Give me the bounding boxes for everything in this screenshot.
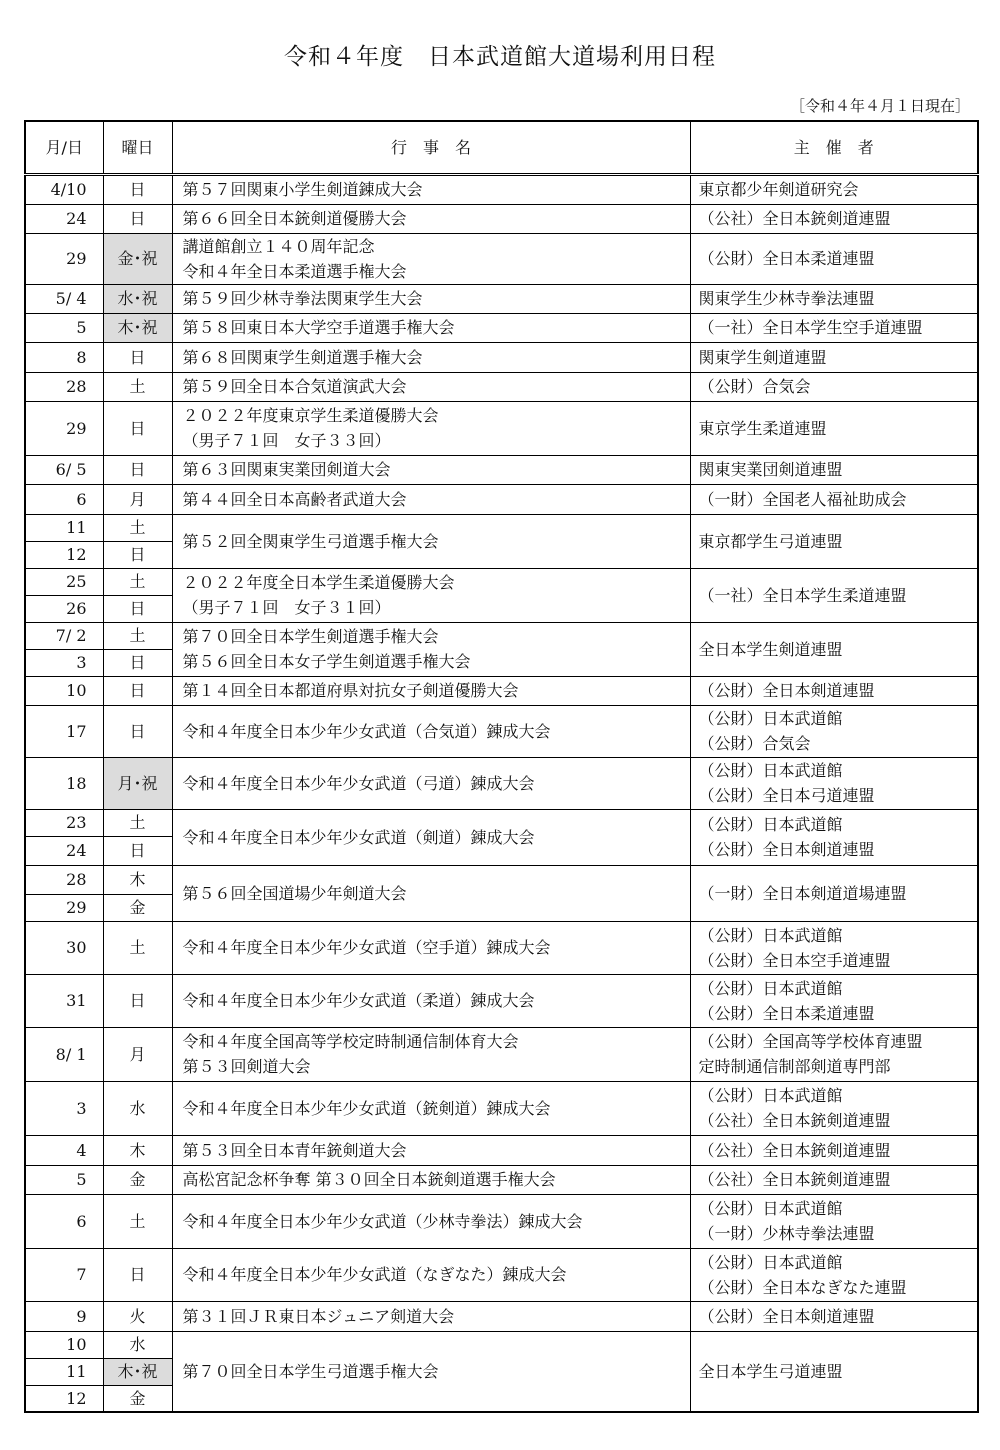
event-name-line: 第７０回全日本学生弓道選手権大会 <box>182 1361 439 1381</box>
organizer-cell <box>690 865 978 921</box>
event-name-line: 第７０回全日本学生剣道選手権大会 <box>182 627 439 646</box>
event-name-line: 令和４年全日本柔道選手権大会 <box>182 261 407 281</box>
weekday-cell: 木･祝 <box>103 1358 172 1385</box>
organizer-line: （公財）合気会 <box>698 377 811 396</box>
organizer-line: （一財）少林寺拳法連盟 <box>698 1224 875 1243</box>
event-name-cell <box>172 313 690 342</box>
event-name-line: 令和４年度全日本少年少女武道（剣道）錬成大会 <box>182 827 535 847</box>
header-row <box>25 121 978 174</box>
event-name-cell <box>172 1027 690 1081</box>
date-cell: 11 <box>25 514 103 541</box>
table-row <box>25 342 978 372</box>
table-row <box>25 284 978 313</box>
event-name-cell <box>172 705 690 757</box>
weekday-cell: 水 <box>103 1331 172 1358</box>
organizer-cell <box>690 1194 978 1248</box>
header-date: 月/日 <box>25 121 103 174</box>
organizer-cell <box>690 622 978 676</box>
weekday-cell: 土 <box>103 1194 172 1248</box>
table-row <box>25 1194 978 1248</box>
date-cell: 4 <box>25 1135 103 1165</box>
date-cell: 24 <box>25 836 103 865</box>
organizer-line: （一社）全日本学生空手道連盟 <box>698 318 923 337</box>
weekday-cell: 日 <box>103 705 172 757</box>
event-name-line: 令和４年度全日本少年少女武道（銃剣道）錬成大会 <box>182 1098 551 1118</box>
weekday-cell: 金 <box>103 894 172 921</box>
organizer-cell <box>690 455 978 484</box>
event-name-line: 令和４年度全日本少年少女武道（合気道）錬成大会 <box>182 721 551 741</box>
weekday-cell: 火 <box>103 1301 172 1331</box>
weekday-cell: 日 <box>103 204 172 233</box>
weekday-cell: 日 <box>103 455 172 484</box>
organizer-line: （公社）全日本銃剣道連盟 <box>698 1170 891 1189</box>
event-name-cell <box>172 974 690 1027</box>
weekday-cell: 土 <box>103 372 172 401</box>
header-organizer: 主 催 者 <box>690 121 978 174</box>
date-cell: 6 <box>25 1194 103 1248</box>
table-row <box>25 676 978 705</box>
organizer-line: （公財）日本武道館 <box>698 1086 843 1105</box>
event-name-line: （男子７１回 女子３１回） <box>182 598 391 617</box>
event-name-line: 講道館創立１４０周年記念 <box>182 236 375 256</box>
date-cell: 31 <box>25 974 103 1027</box>
organizer-cell <box>690 1027 978 1081</box>
organizer-line: 東京都少年剣道研究会 <box>698 180 859 199</box>
date-cell: 30 <box>25 921 103 974</box>
organizer-line: （公社）全日本銃剣道連盟 <box>698 209 891 228</box>
event-name-line: 第６６回全日本銃剣道優勝大会 <box>182 209 407 228</box>
date-cell: 10 <box>25 676 103 705</box>
event-name-cell <box>172 233 690 284</box>
organizer-cell <box>690 1165 978 1194</box>
table-row <box>25 568 978 595</box>
event-name-cell <box>172 342 690 372</box>
organizer-line: （公財）日本武道館 <box>698 815 843 834</box>
table-row <box>25 974 978 1027</box>
event-name-cell <box>172 921 690 974</box>
table-row <box>25 1165 978 1194</box>
organizer-line: 全日本学生弓道連盟 <box>698 1361 843 1381</box>
weekday-cell: 金･祝 <box>103 233 172 284</box>
table-row <box>25 313 978 342</box>
organizer-line: （公財）日本武道館 <box>698 1252 843 1272</box>
event-name-line: 第５７回関東小学生剣道錬成大会 <box>182 180 423 199</box>
table-row <box>25 455 978 484</box>
table-row <box>25 757 978 809</box>
organizer-line: 定時制通信制部剣道専門部 <box>698 1057 891 1076</box>
weekday-cell: 日 <box>103 836 172 865</box>
organizer-cell <box>690 705 978 757</box>
event-name-cell <box>172 1165 690 1194</box>
weekday-cell: 金 <box>103 1165 172 1194</box>
event-name-cell <box>172 1331 690 1412</box>
organizer-line: （公財）全日本柔道連盟 <box>698 249 875 268</box>
event-name-line: 令和４年度全日本少年少女武道（少林寺拳法）錬成大会 <box>182 1211 583 1231</box>
date-cell: 6 <box>25 484 103 514</box>
event-name-line: 第３１回ＪＲ東日本ジュニア剣道大会 <box>182 1306 455 1326</box>
event-name-cell <box>172 204 690 233</box>
date-cell: 9 <box>25 1301 103 1331</box>
organizer-cell <box>690 809 978 865</box>
weekday-cell: 日 <box>103 595 172 622</box>
event-name-cell <box>172 1194 690 1248</box>
date-cell: 28 <box>25 865 103 894</box>
event-name-cell <box>172 809 690 865</box>
weekday-cell: 水 <box>103 1081 172 1135</box>
page-title: 令和４年度 日本武道館大道場利用日程 <box>284 44 716 70</box>
organizer-line: （公財）全日本なぎなた連盟 <box>698 1277 907 1297</box>
organizer-line: （一財）全日本剣道道場連盟 <box>698 883 907 903</box>
weekday-cell: 土 <box>103 568 172 595</box>
event-name-line: 令和４年度全日本少年少女武道（弓道）錬成大会 <box>182 773 535 793</box>
organizer-line: （公財）日本武道館 <box>698 709 843 728</box>
event-name-cell <box>172 484 690 514</box>
date-cell: 3 <box>25 649 103 676</box>
as-of-date: ［令和４年４月１日現在］ <box>789 97 970 115</box>
organizer-cell <box>690 1135 978 1165</box>
table-row <box>25 1027 978 1081</box>
organizer-cell <box>690 1081 978 1135</box>
organizer-line: （一財）全国老人福祉助成会 <box>698 489 907 509</box>
date-cell: 11 <box>25 1358 103 1385</box>
header-event: 行 事 名 <box>172 121 690 174</box>
event-name-line: 第５２回全関東学生弓道選手権大会 <box>182 531 439 551</box>
table-row <box>25 514 978 541</box>
date-cell: 28 <box>25 372 103 401</box>
table-row <box>25 233 978 284</box>
date-cell: 8 <box>25 342 103 372</box>
event-name-line: 第５８回東日本大学空手道選手権大会 <box>182 318 455 337</box>
organizer-line: （公財）全日本剣道連盟 <box>698 1306 875 1326</box>
weekday-cell: 土 <box>103 514 172 541</box>
organizer-cell <box>690 974 978 1027</box>
event-name-cell <box>172 372 690 401</box>
weekday-cell: 金 <box>103 1385 172 1412</box>
date-cell: 10 <box>25 1331 103 1358</box>
event-name-line: 令和４年度全国高等学校定時制通信制体育大会 <box>182 1032 519 1051</box>
event-name-line: 第４４回全日本高齢者武道大会 <box>182 489 407 509</box>
date-cell: 7/ 2 <box>25 622 103 649</box>
table-row <box>25 1135 978 1165</box>
table-row <box>25 809 978 836</box>
weekday-cell: 日 <box>103 974 172 1027</box>
schedule-table <box>24 120 979 1413</box>
date-cell: 26 <box>25 595 103 622</box>
event-name-cell <box>172 757 690 809</box>
organizer-line: （公財）合気会 <box>698 734 811 753</box>
date-cell: 12 <box>25 541 103 568</box>
weekday-cell: 木 <box>103 1135 172 1165</box>
weekday-cell: 土 <box>103 921 172 974</box>
organizer-cell <box>690 1248 978 1301</box>
table-row <box>25 1301 978 1331</box>
header-day: 曜日 <box>103 121 172 174</box>
organizer-line: （公社）全日本銃剣道連盟 <box>698 1140 891 1160</box>
organizer-cell <box>690 1301 978 1331</box>
weekday-cell: 日 <box>103 676 172 705</box>
event-name-line: 第５９回全日本合気道演武大会 <box>182 377 407 396</box>
organizer-line: （公財）日本武道館 <box>698 1199 843 1218</box>
organizer-cell <box>690 401 978 455</box>
event-name-cell <box>172 514 690 568</box>
weekday-cell: 木･祝 <box>103 313 172 342</box>
weekday-cell: 月 <box>103 484 172 514</box>
date-cell: 6/ 5 <box>25 455 103 484</box>
weekday-cell: 木 <box>103 865 172 894</box>
weekday-cell: 日 <box>103 649 172 676</box>
event-name-cell <box>172 1135 690 1165</box>
date-cell: 25 <box>25 568 103 595</box>
date-cell: 5 <box>25 1165 103 1194</box>
event-name-line: ２０２２年度東京学生柔道優勝大会 <box>182 406 439 425</box>
organizer-cell <box>690 1331 978 1412</box>
organizer-line: （一社）全日本学生柔道連盟 <box>698 585 907 605</box>
date-cell: 29 <box>25 894 103 921</box>
table-row <box>25 921 978 974</box>
organizer-cell <box>690 757 978 809</box>
date-cell: 3 <box>25 1081 103 1135</box>
table-row <box>25 622 978 649</box>
event-name-line: 第１４回全日本都道府県対抗女子剣道優勝大会 <box>182 681 519 700</box>
organizer-cell <box>690 372 978 401</box>
organizer-cell <box>690 676 978 705</box>
weekday-cell: 日 <box>103 401 172 455</box>
event-name-line: 令和４年度全日本少年少女武道（空手道）錬成大会 <box>182 938 551 957</box>
organizer-line: （公財）日本武道館 <box>698 761 843 780</box>
weekday-cell: 月･祝 <box>103 757 172 809</box>
event-name-line: 第６３回関東実業団剣道大会 <box>182 460 391 479</box>
date-cell: 24 <box>25 204 103 233</box>
event-name-line: 令和４年度全日本少年少女武道（なぎなた）錬成大会 <box>182 1265 567 1284</box>
table-row <box>25 1081 978 1135</box>
event-name-line: （男子７１回 女子３３回） <box>182 431 391 450</box>
table-row <box>25 1248 978 1301</box>
event-name-cell <box>172 568 690 622</box>
event-name-line: ２０２２年度全日本学生柔道優勝大会 <box>182 573 455 592</box>
event-name-line: 第５３回全日本青年銃剣道大会 <box>182 1140 407 1160</box>
event-name-line: 第５６回全国道場少年剣道大会 <box>182 883 407 903</box>
organizer-line: 関東学生剣道連盟 <box>698 347 827 367</box>
table-row <box>25 705 978 757</box>
table-row <box>25 372 978 401</box>
organizer-line: 関東実業団剣道連盟 <box>698 460 843 479</box>
weekday-cell: 日 <box>103 1248 172 1301</box>
organizer-line: 全日本学生剣道連盟 <box>698 639 843 659</box>
organizer-cell <box>690 233 978 284</box>
organizer-line: （公財）全国高等学校体育連盟 <box>698 1032 923 1051</box>
event-name-cell <box>172 401 690 455</box>
date-cell: 23 <box>25 809 103 836</box>
table-row <box>25 1331 978 1358</box>
date-cell: 7 <box>25 1248 103 1301</box>
organizer-line: （公財）全日本空手道連盟 <box>698 950 891 970</box>
organizer-line: （公財）全日本弓道連盟 <box>698 786 875 805</box>
event-name-line: 第５９回少林寺拳法関東学生大会 <box>182 289 423 308</box>
organizer-cell <box>690 568 978 622</box>
event-name-line: 第５３回剣道大会 <box>182 1057 311 1076</box>
event-name-cell <box>172 865 690 921</box>
organizer-line: （公財）全日本剣道連盟 <box>698 840 875 859</box>
date-cell: 29 <box>25 233 103 284</box>
event-name-cell <box>172 455 690 484</box>
date-cell: 5 <box>25 313 103 342</box>
weekday-cell: 土 <box>103 622 172 649</box>
schedule-body <box>25 174 978 1412</box>
date-cell: 17 <box>25 705 103 757</box>
weekday-cell: 日 <box>103 541 172 568</box>
weekday-cell: 月 <box>103 1027 172 1081</box>
weekday-cell: 水･祝 <box>103 284 172 313</box>
date-cell: 29 <box>25 401 103 455</box>
table-row <box>25 865 978 894</box>
organizer-cell <box>690 204 978 233</box>
table-row <box>25 484 978 514</box>
organizer-line: 東京学生柔道連盟 <box>698 418 827 438</box>
table-row <box>25 401 978 455</box>
date-cell: 4/10 <box>25 174 103 204</box>
date-cell: 5/ 4 <box>25 284 103 313</box>
event-name-cell <box>172 1248 690 1301</box>
organizer-cell <box>690 284 978 313</box>
event-name-line: 高松宮記念杯争奪 第３０回全日本銃剣道選手権大会 <box>182 1170 556 1189</box>
table-row <box>25 174 978 204</box>
organizer-line: 東京都学生弓道連盟 <box>698 531 843 551</box>
event-name-cell <box>172 1301 690 1331</box>
organizer-line: 関東学生少林寺拳法連盟 <box>698 289 875 308</box>
weekday-cell: 日 <box>103 174 172 204</box>
organizer-cell <box>690 921 978 974</box>
event-name-cell <box>172 676 690 705</box>
event-name-line: 第６８回関東学生剣道選手権大会 <box>182 347 423 367</box>
event-name-cell <box>172 174 690 204</box>
organizer-line: （公社）全日本銃剣道連盟 <box>698 1111 891 1130</box>
event-name-line: 令和４年度全日本少年少女武道（柔道）錬成大会 <box>182 991 535 1010</box>
organizer-line: （公財）全日本剣道連盟 <box>698 681 875 700</box>
organizer-cell <box>690 342 978 372</box>
organizer-line: （公財）日本武道館 <box>698 925 843 945</box>
event-name-line: 第５６回全日本女子学生剣道選手権大会 <box>182 652 471 671</box>
organizer-cell <box>690 514 978 568</box>
table-row <box>25 204 978 233</box>
event-name-cell <box>172 622 690 676</box>
event-name-cell <box>172 1081 690 1135</box>
weekday-cell: 日 <box>103 342 172 372</box>
organizer-cell <box>690 313 978 342</box>
organizer-cell <box>690 484 978 514</box>
organizer-line: （公財）全日本柔道連盟 <box>698 1003 875 1023</box>
weekday-cell: 土 <box>103 809 172 836</box>
date-cell: 8/ 1 <box>25 1027 103 1081</box>
event-name-cell <box>172 284 690 313</box>
date-cell: 18 <box>25 757 103 809</box>
organizer-line: （公財）日本武道館 <box>698 978 843 998</box>
organizer-cell <box>690 174 978 204</box>
date-cell: 12 <box>25 1385 103 1412</box>
